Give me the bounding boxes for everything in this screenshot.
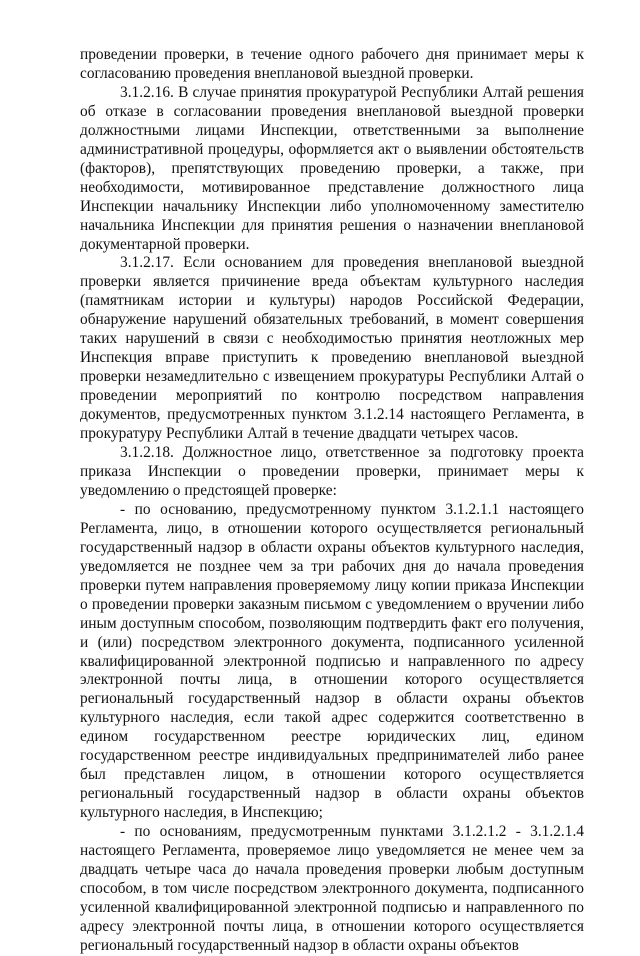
paragraph-3-1-2-18: 3.1.2.18. Должностное лицо, ответственное за подготовку проекта приказа Инспекции о проведении проверки, принимает меры к уведомлению о предстоящей проверке:: [80, 444, 584, 499]
list-item-notification-2: - по основаниям, предусмотренным пунктами 3.1.2.1.2 - 3.1.2.1.4 настоящего Регламента, проверяемое лицо уведомляется не менее чем за двадцать четыре часа до начала проведения проверки любым доступным способом, в том числе посредством электронного документа, подписанного усиленной квалифицированной электронной подписью и направленного по адресу электронной почты лица, в отношении которого осуществляется региональный государственный надзор в области охраны объектов: [80, 823, 584, 954]
document-page: [80, 46, 584, 956]
paragraph-3-1-2-17: 3.1.2.17. Если основанием для проведения внеплановой выездной проверки является причинение вреда объектам культурного наследия (памятникам истории и культуры) народов Российской Федерации, обнаружение нарушений обязательных требований, в момент совершения таких нарушений в связи с необходимостью принятия неотложных мер Инспекция вправе приступить к проведению внеплановой выездной проверки незамедлительно с извещением прокуратуры Республики Алтай о проведении мероприятий по контролю посредством направления документов, предусмотренных пунктом 3.1.2.14 настоящего Регламента, в прокуратуру Республики Алтай в течение двадцати четырех часов.: [80, 254, 584, 443]
list-item-notification-1: - по основанию, предусмотренному пунктом 3.1.2.1.1 настоящего Регламента, лицо, в отношении которого осуществляется региональный государственный надзор в области охраны объектов культурного наследия, уведомляется не позднее чем за три рабочих дня до начала проведения проверки путем направления проверяемому лицу копии приказа Инспекции о проведении проверки заказным письмом с уведомлением о вручении либо иным доступным способом, позволяющим подтвердить факт его получения, и (или) посредством электронного документа, подписанного усиленной квалифицированной электронной подписью и направленного по адресу электронной почты лица, в отношении которого осуществляется региональный государственный надзор в области охраны объектов культурного наследия, если такой адрес содержится соответственно в едином государственном реестре юридических лиц, едином государственном реестре индивидуальных предпринимателей либо ранее был представлен лицом, в отношении которого осуществляется региональный государственный надзор в области охраны объектов культурного наследия, в Инспекцию;: [80, 500, 584, 822]
paragraph-continuation: проведении проверки, в течение одного рабочего дня принимает меры к согласованию проведения внеплановой выездной проверки.: [80, 46, 584, 82]
paragraph-3-1-2-16: 3.1.2.16. В случае принятия прокуратурой Республики Алтай решения об отказе в согласовании проведения внеплановой выездной проверки должностными лицами Инспекции, ответственными за выполнение административной процедуры, оформляется акт о выявлении обстоятельств (факторов), препятствующих проведению проверки, а также, при необходимости, мотивированное представление должностного лица Инспекции начальнику Инспекции либо уполномоченному заместителю начальника Инспекции для принятия решения о назначении внеплановой документарной проверки.: [80, 83, 584, 253]
